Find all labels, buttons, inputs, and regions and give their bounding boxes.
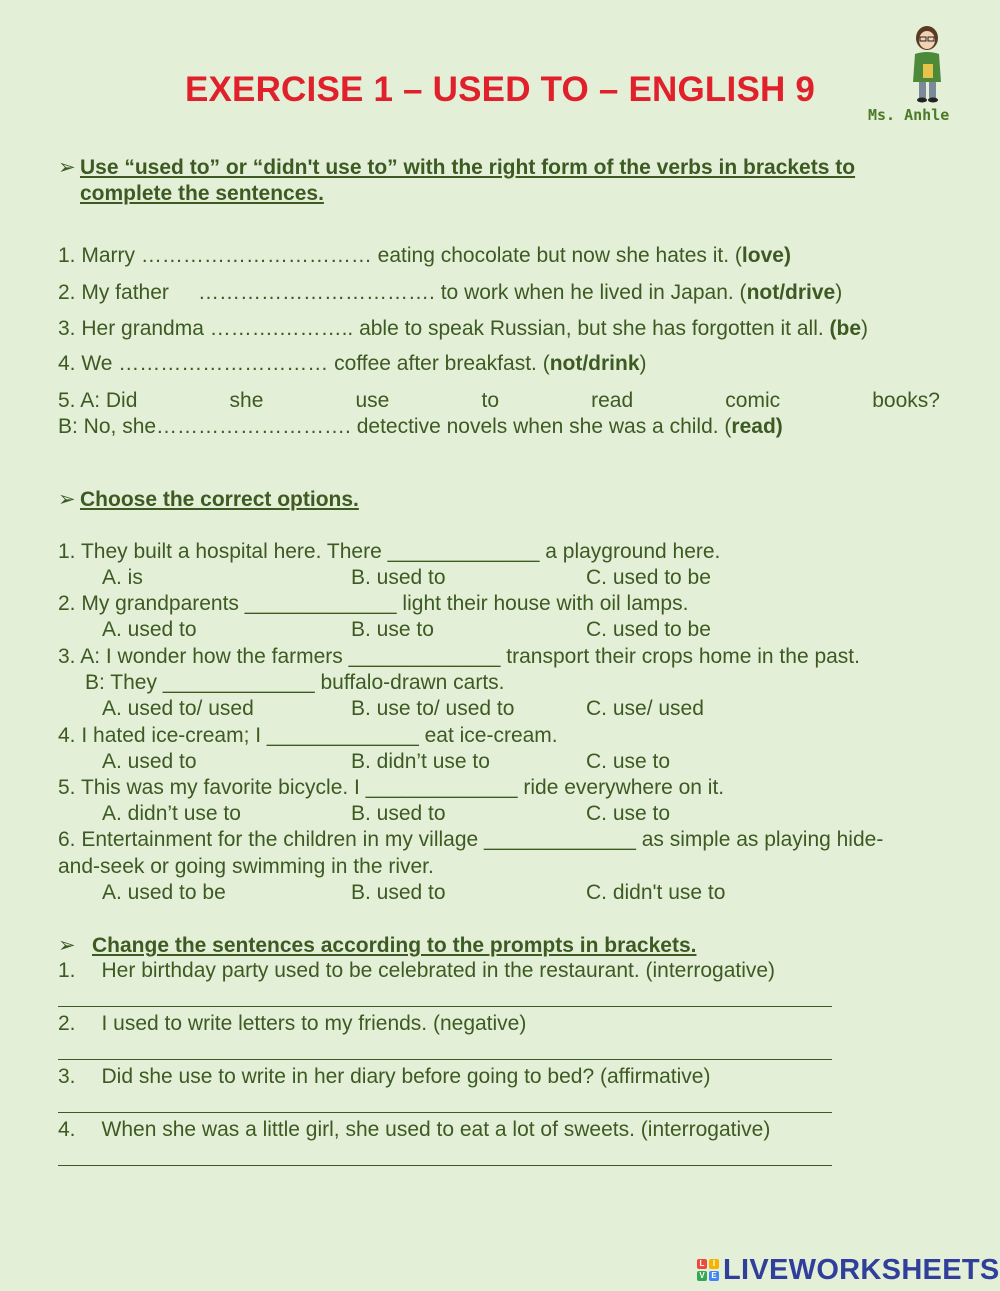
section2-q4: 4. I hated ice-cream; I _____________ eat ice-cream.	[58, 724, 558, 747]
section2-q5: 5. This was my favorite bicycle. I _____________ ride everywhere on it.	[58, 776, 725, 799]
option-b: B. used to	[351, 566, 446, 589]
answer-line-1[interactable]	[58, 1006, 832, 1007]
section1-q3: 3. Her grandma ……….……….. able to speak Russian, but she has forgotten it all. (be)	[58, 317, 869, 340]
option-c: C. use to	[586, 802, 671, 825]
option-b: B. used to	[351, 802, 446, 825]
arrow-bullet-icon: ➢	[58, 488, 76, 511]
arrow-bullet-icon: ➢	[58, 156, 76, 179]
teacher-name: Ms. Anhle	[868, 106, 950, 124]
option-a: A. used to	[102, 618, 197, 641]
option-c: C. used to be	[586, 566, 711, 589]
teacher-avatar-icon	[905, 24, 949, 104]
liveworksheets-wordmark: LIVEWORKSHEETS	[723, 1253, 1000, 1286]
section2-heading: ➢ Choose the correct options.	[58, 488, 359, 511]
page-title: EXERCISE 1 – USED TO – ENGLISH 9	[184, 70, 816, 109]
liveworksheets-logo[interactable]	[697, 1254, 1000, 1286]
section3-item-3: 3. Did she use to write in her diary before going to bed? (affirmative)	[58, 1065, 711, 1088]
section1-heading: ➢ Use “used to” or “didn't use to” with the right form of the verbs in brackets to complete the sentences.	[58, 156, 856, 205]
section3-item-1: 1. Her birthday party used to be celebrated in the restaurant. (interrogative)	[58, 959, 776, 982]
answer-line-4[interactable]	[58, 1165, 832, 1166]
section3-item-4: 4. When she was a little girl, she used to eat a lot of sweets. (interrogative)	[58, 1118, 771, 1141]
option-b: B. use to	[351, 618, 434, 641]
section1-q5-a: 5. A: Did she use to read comic books?	[58, 389, 940, 412]
section2-q1: 1. They built a hospital here. There _____________ a playground here.	[58, 540, 721, 563]
option-c: C. use/ used	[586, 697, 704, 720]
answer-line-3[interactable]	[58, 1112, 832, 1113]
option-c: C. used to be	[586, 618, 711, 641]
section2-q6-b: and-seek or going swimming in the river.	[58, 855, 434, 878]
section1-q2: 2. My father ……………………………. to work when he lived in Japan. (not/drive)	[58, 281, 843, 304]
option-a: A. didn’t use to	[102, 802, 241, 825]
section2-q3-b: B: They _____________ buffalo-drawn carts.	[85, 671, 505, 694]
option-a: A. is	[102, 566, 143, 589]
section3-heading: ➢ Change the sentences according to the prompts in brackets.	[58, 934, 697, 957]
section1-q4: 4. We ………………………… coffee after breakfast. (not/drink)	[58, 352, 647, 375]
option-a: A. used to/ used	[102, 697, 254, 720]
section1-q5-b: B: No, she………………………. detective novels when she was a child. (read)	[58, 415, 783, 438]
section2-q2: 2. My grandparents _____________ light their house with oil lamps.	[58, 592, 689, 615]
answer-line-2[interactable]	[58, 1059, 832, 1060]
section2-q6-a: 6. Entertainment for the children in my village _____________ as simple as playing hide-	[58, 828, 884, 851]
section2-q3-a: 3. A: I wonder how the farmers _____________ transport their crops home in the past.	[58, 645, 860, 668]
option-b: B. use to/ used to	[351, 697, 515, 720]
option-c: C. use to	[586, 750, 671, 773]
option-a: A. used to be	[102, 881, 226, 904]
option-c: C. didn't use to	[586, 881, 726, 904]
option-b: B. used to	[351, 881, 446, 904]
arrow-bullet-icon: ➢	[58, 934, 76, 957]
section1-q1: 1. Marry …………………………… eating chocolate but now she hates it. (love)	[58, 244, 791, 267]
option-b: B. didn’t use to	[351, 750, 490, 773]
section3-item-2: 2. I used to write letters to my friends. (negative)	[58, 1012, 527, 1035]
option-a: A. used to	[102, 750, 197, 773]
liveworksheets-mark-icon: L I V E	[697, 1259, 719, 1281]
